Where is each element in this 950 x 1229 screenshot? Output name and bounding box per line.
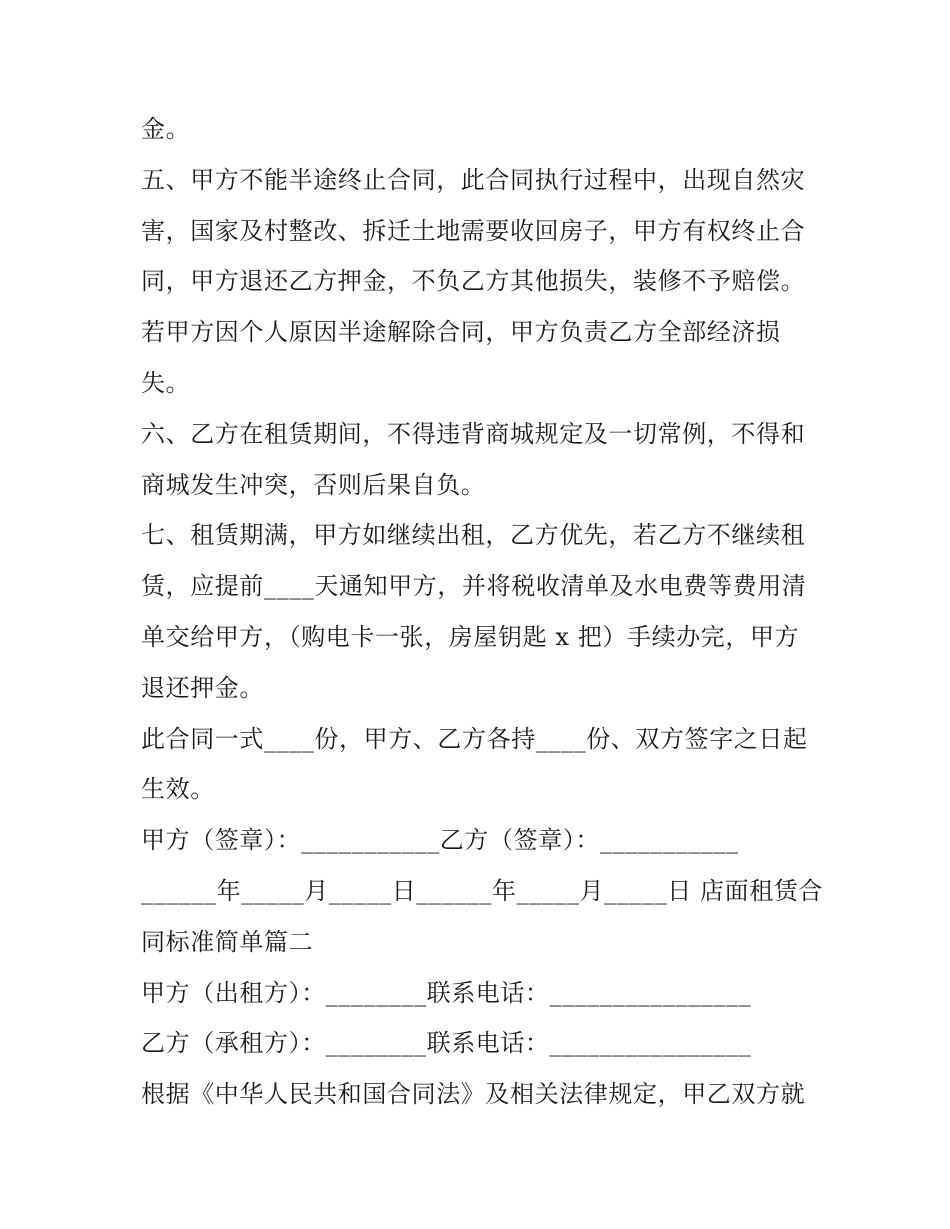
text-line: 此合同一式____份，甲方、乙方各持____份、双方签字之日起 [141,724,808,753]
text-line: 金。 [141,115,191,143]
text-line: 单交给甲方，（购电卡一张，房屋钥匙 x 把）手续办完，甲方 [141,622,800,651]
text-line: 根据《中华人民共和国合同法》及相关法律规定，甲乙双方就 [141,1080,806,1109]
signature-line: 甲方（签章）：___________乙方（签章）：___________ [141,826,739,855]
lessor-line: 甲方（出租方）：________联系电话：________________ [141,978,752,1007]
document-body [141,104,824,1120]
text-line: 失。 [141,368,191,397]
text-line: 生效。 [141,775,215,804]
text-line: 退还押金。 [141,673,264,702]
date-line: ______年_____月_____日______年_____月_____日 店面租赁合 [141,876,824,905]
section-title: 同标准简单篇二 [141,927,314,956]
text-line: 六、乙方在租赁期间，不得违背商城规定及一切常例，不得和 [141,419,806,448]
text-line: 害，国家及村整改、拆迁土地需要收回房子，甲方有权终止合 [141,216,806,245]
text-line: 七、租赁期满，甲方如继续出租，乙方优先，若乙方不继续租 [141,521,806,550]
text-line: 五、甲方不能半途终止合同，此合同执行过程中，出现自然灾 [141,165,806,194]
text-line: 赁，应提前____天通知甲方，并将税收清单及水电费等费用清 [141,572,807,601]
text-line: 同，甲方退还乙方押金，不负乙方其他损失，装修不予赔偿。 [141,267,806,296]
lessee-line: 乙方（承租方）：________联系电话：________________ [141,1029,752,1058]
text-line: 商城发生冲突，否则后果自负。 [141,470,486,499]
text-line: 若甲方因个人原因半途解除合同，甲方负责乙方全部经济损 [141,318,781,347]
